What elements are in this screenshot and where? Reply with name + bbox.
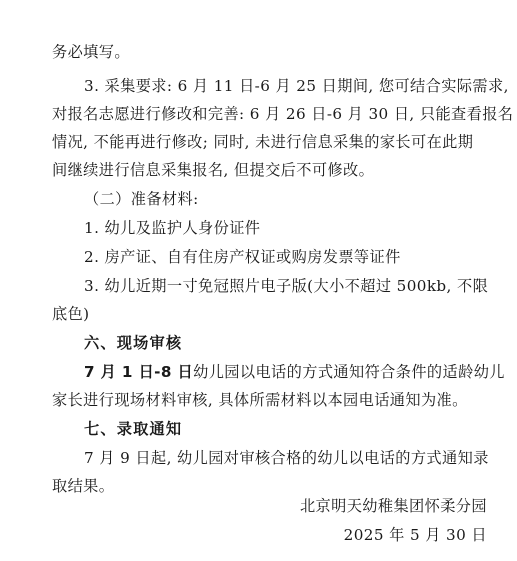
subsection-heading: （二）准备材料: [84,190,199,208]
section6-date: 7 月 1 日-8 日 [84,363,194,381]
list-item: 1. 幼儿及监护人身份证件 [84,219,261,237]
section6-line1 [84,362,505,382]
paragraph-line: 对报名志愿进行修改和完善: 6 月 26 日-6 月 30 日, 只能查看报名 [52,105,514,123]
section6-line1-text: 幼儿园以电话的方式通知符合条件的适龄幼儿 [193,363,505,381]
list-item-continuation: 底色) [52,305,90,323]
list-item: 3. 幼儿近期一寸免冠照片电子版(大小不超过 500kb, 不限 [84,277,489,295]
paragraph-line: 情况, 不能再进行修改; 同时, 未进行信息采集的家长可在此期 [52,133,474,151]
signature-date: 2025 年 5 月 30 日 [343,526,487,544]
paragraph-line: 间继续进行信息采集报名, 但提交后不可修改。 [52,161,375,179]
signature-org: 北京明天幼稚集团怀柔分园 [299,497,487,515]
section7-line2: 取结果。 [52,477,115,495]
paragraph-line: 3. 采集要求: 6 月 11 日-6 月 25 日期间, 您可结合实际需求, [84,77,509,95]
section-heading-7: 七、录取通知 [84,420,183,438]
section7-line1: 7 月 9 日起, 幼儿园对审核合格的幼儿以电话的方式通知录 [84,449,489,467]
list-item: 2. 房产证、自有住房产权证或购房发票等证件 [84,248,401,266]
paragraph-line: 务必填写。 [52,43,130,61]
section-heading-6: 六、现场审核 [84,334,183,352]
section6-line2: 家长进行现场材料审核, 具体所需材料以本园电话通知为准。 [52,391,468,409]
